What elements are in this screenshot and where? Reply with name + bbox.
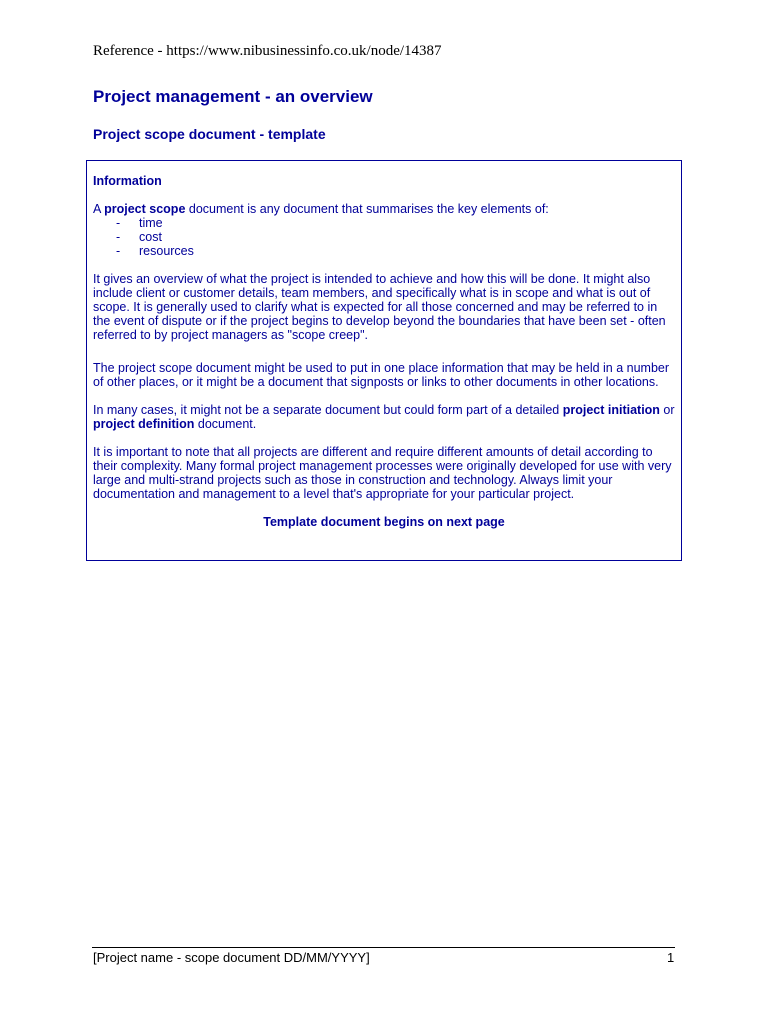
list-item-text: resources [139,244,194,258]
list-item-text: time [139,216,163,230]
initiation-bold-term: project initiation [562,403,660,417]
template-begins-note: Template document begins on next page [263,515,505,529]
page-title: Project management - an overview [93,87,373,106]
initiation-paragraph [93,403,675,431]
bullet-dash: - [116,216,121,230]
footer-divider [92,947,675,948]
list-item-text: cost [139,230,162,244]
footer-page-number: 1 [667,950,675,965]
bullet-dash: - [116,244,121,258]
initiation-text-before: In many cases, it might not be a separate document but could form part of a detailed [93,403,563,417]
initiation-text-middle: or [659,403,675,417]
page-subtitle: Project scope document - template [93,126,326,142]
signposting-paragraph: The project scope document might be used to put in one place information that may be held in a number of other places, or it might be a document that signposts or links to other documents in other locations. [93,361,670,389]
information-heading: Information [93,174,162,188]
scope-elements-list [93,216,675,258]
definition-bold-term: project definition [93,417,195,431]
intro-paragraph [93,202,675,216]
intro-bold-term: project scope [104,202,186,216]
footer-document-label: [Project name - scope document DD/MM/YYYY] [93,950,370,965]
overview-paragraph: It gives an overview of what the project is intended to achieve and how this will be done. It might also include client or customer details, team members, and specifically what is in scope and what is out of scope. It is generally used to clarify what is expected for all those concerned and may be referred to in the event of dispute or if the project begins to develop beyond the boundaries that have been set - often referred to by project managers as "scope creep". [93,272,666,342]
information-box [86,160,682,561]
intro-text-before: A [93,202,105,216]
intro-text-after: document is any document that summarises the key elements of: [185,202,549,216]
initiation-text-after: document. [194,417,257,431]
bullet-dash: - [116,230,121,244]
list-item [93,244,675,258]
list-item [93,216,675,230]
list-item [93,230,675,244]
complexity-paragraph: It is important to note that all projects are different and require different amounts of detail according to their complexity. Many formal project management processes were originally developed for use with very large and multi-strand projects such as those in construction and technology. Always limit your documentation and management to a level that's appropriate for your particular project. [93,445,672,501]
reference-url: Reference - https://www.nibusinessinfo.co.uk/node/14387 [93,43,442,59]
